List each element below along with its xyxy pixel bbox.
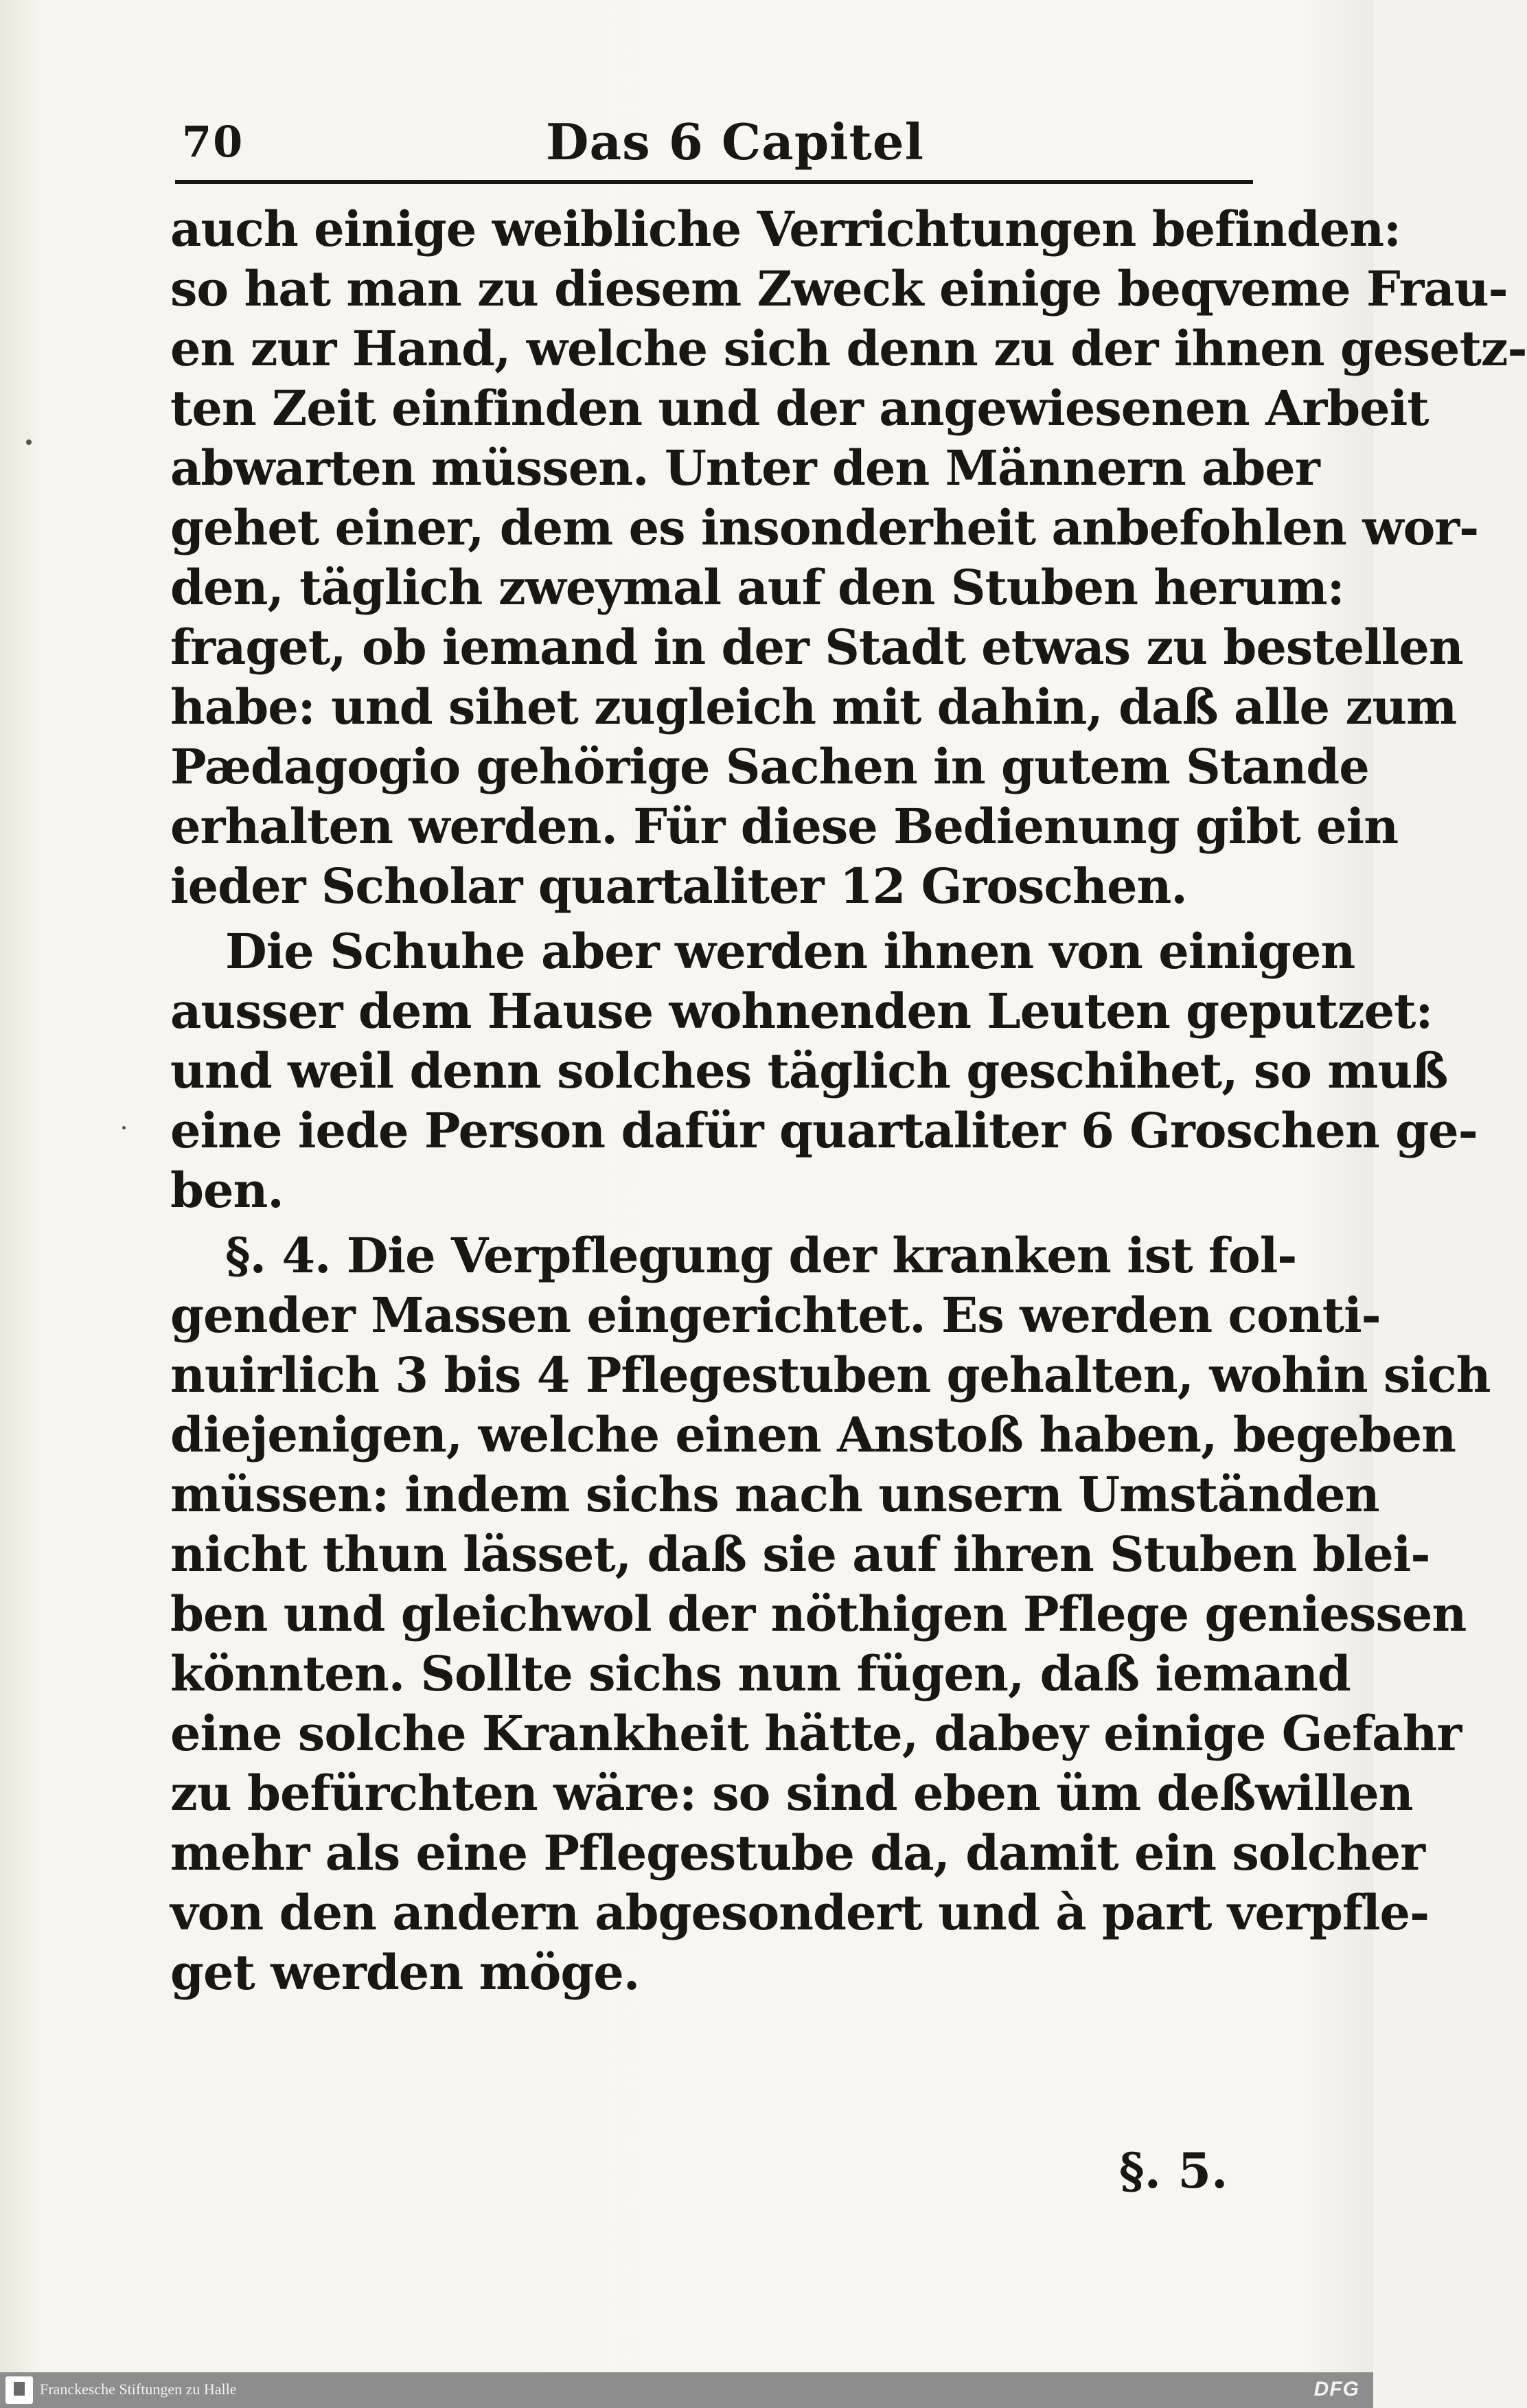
page-number: 70 — [182, 117, 244, 167]
text-line: so hat man zu diesem Zweck einige beqveme Frau- — [170, 260, 1508, 317]
text-line: Pædagogio gehörige Sachen in gutem Stande — [170, 738, 1369, 795]
text-line: en zur Hand, welche sich denn zu der ihnen gesetz- — [170, 320, 1527, 377]
text-line: nicht thun lässet, daß sie auf ihren Stuben blei- — [170, 1526, 1430, 1583]
text-line: ausser dem Hause wohnenden Leuten geputzet: — [170, 983, 1433, 1040]
text-line: ieder Scholar quartaliter 12 Groschen. — [170, 858, 1187, 915]
text-line: gender Massen eingerichtet. Es werden conti- — [170, 1287, 1381, 1344]
institution-logo-icon — [5, 2376, 33, 2404]
text-line: diejenigen, welche einen Anstoß haben, begeben — [170, 1406, 1456, 1463]
institution-name: Franckesche Stiftungen zu Halle — [40, 2381, 237, 2398]
paper-speck — [26, 439, 32, 445]
text-line: mehr als eine Pflegestube da, damit ein solcher — [170, 1824, 1425, 1881]
running-title: Das 6 Capitel — [546, 113, 924, 171]
text-line: müssen: indem sichs nach unsern Umständen — [170, 1466, 1379, 1523]
body-text — [170, 199, 1527, 2002]
text-line: zu befürchten wäre: so sind eben üm deßwillen — [170, 1765, 1413, 1822]
text-line: ben. — [170, 1162, 284, 1219]
paper-speck — [122, 1126, 126, 1130]
text-line: von den andern abgesondert und à part verpfle- — [170, 1884, 1430, 1941]
text-line: ben und gleichwol der nöthigen Pflege geniessen — [170, 1585, 1467, 1642]
page-header — [175, 110, 1253, 185]
text-line: fraget, ob iemand in der Stadt etwas zu bestellen — [170, 619, 1463, 676]
text-line: eine iede Person dafür quartaliter 6 Groschen ge- — [170, 1102, 1478, 1159]
catchword: §. 5. — [1119, 2142, 1228, 2199]
text-line: erhalten werden. Für diese Bedienung gibt ein — [170, 798, 1399, 855]
text-line: habe: und sihet zugleich mit dahin, daß alle zum — [170, 678, 1457, 735]
text-line: auch einige weibliche Verrichtungen befinden: — [170, 200, 1401, 257]
text-line: gehet einer, dem es insonderheit anbefohlen wor- — [170, 499, 1479, 556]
header-rule — [175, 180, 1253, 184]
text-line: ten Zeit einfinden und der angewiesenen Arbeit — [170, 380, 1429, 437]
text-line: und weil denn solches täglich geschihet, so muß — [170, 1042, 1448, 1099]
dfg-logo: DFG — [1313, 2378, 1359, 2400]
footer-bar — [0, 2372, 1373, 2408]
text-line: nuirlich 3 bis 4 Pflegestuben gehalten, wohin sich — [170, 1346, 1491, 1403]
text-line: §. 4. Die Verpflegung der kranken ist fol- — [225, 1227, 1297, 1284]
text-line: eine solche Krankheit hätte, dabey einige Gefahr — [170, 1705, 1462, 1762]
text-line: get werden möge. — [170, 1944, 640, 2001]
text-line: Die Schuhe aber werden ihnen von einigen — [225, 923, 1355, 980]
text-line: abwarten müssen. Unter den Männern aber — [170, 439, 1320, 496]
text-line: den, täglich zweymal auf den Stuben herum: — [170, 559, 1344, 616]
text-line: könnten. Sollte sichs nun fügen, daß iemand — [170, 1645, 1351, 1702]
